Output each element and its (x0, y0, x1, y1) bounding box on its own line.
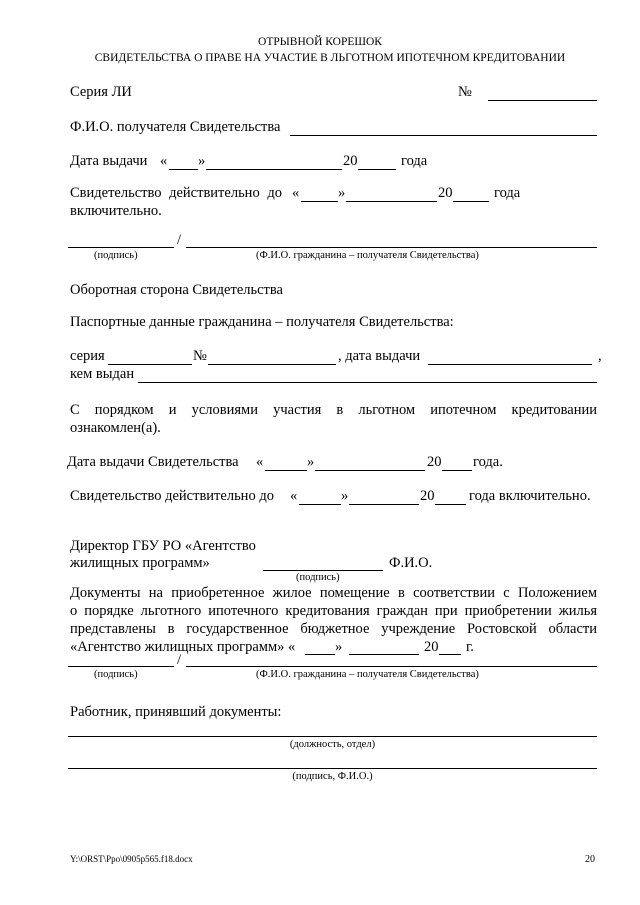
issue-month-line (206, 169, 342, 170)
cert-valid-quote-close: » (341, 488, 349, 504)
issue-quote-open: « (160, 153, 168, 169)
signature-slash-2: / (177, 652, 182, 668)
documents-year-prefix: 20 (424, 639, 439, 655)
page-number: 20 (585, 854, 595, 865)
passport-comma: , (598, 348, 602, 364)
documents-day-line (305, 654, 335, 655)
passport-data-label: Паспортные данные гражданина – получателя Свидетельства: (70, 314, 454, 330)
header-title-line1: ОТРЫВНОЙ КОРЕШОК (258, 36, 382, 48)
header-title-line2: СВИДЕТЕЛЬСТВА О ПРАВЕ НА УЧАСТИЕ В ЛЬГОТНОМ ИПОТЕЧНОМ КРЕДИТОВАНИИ (94, 52, 566, 64)
cert-valid-year-prefix: 20 (420, 488, 435, 504)
documents-year-line (439, 654, 461, 655)
valid-year-prefix: 20 (438, 185, 453, 201)
documents-line2: о порядке льготного ипотечного кредитования граждан при приобретении жилья (70, 603, 597, 619)
cert-valid-until-label: Свидетельство действительно до (70, 488, 274, 504)
cert-issue-year-prefix: 20 (427, 454, 442, 470)
signature-fio-caption: (подпись, Ф.И.О.) (292, 771, 373, 782)
director-title-line1: Директор ГБУ РО «Агентство (70, 538, 256, 554)
reverse-side-title: Оборотная сторона Свидетельства (70, 282, 283, 298)
cert-issue-day-line (265, 470, 307, 471)
cert-valid-quote-open: « (290, 488, 298, 504)
acknowledgement-line1: С порядком и условиями участия в льготном ипотечном кредитовании (70, 402, 597, 418)
position-line (68, 736, 597, 737)
signature-slash: / (177, 232, 182, 248)
citizen-fio-caption: (Ф.И.О. гражданина – получателя Свидетельства) (256, 250, 479, 261)
director-title-line2: жилищных программ» (70, 555, 210, 571)
cert-issue-quote-close: » (307, 454, 315, 470)
citizen-fio-caption-2: (Ф.И.О. гражданина – получателя Свидетельства) (256, 669, 479, 680)
signature-fio-line (68, 768, 597, 769)
documents-quote-close: » (335, 639, 343, 655)
documents-line1: Документы на приобретенное жилое помещение в соответствии с Положением (70, 585, 597, 601)
cert-valid-inclusive: года включительно. (469, 488, 591, 504)
passport-issue-date-label: , дата выдачи (338, 348, 421, 364)
cert-valid-year-line (435, 504, 466, 505)
number-field-line (488, 100, 597, 101)
valid-year-line (453, 201, 489, 202)
passport-series-line (108, 364, 192, 365)
cert-issue-date-label: Дата выдачи Свидетельства (67, 454, 239, 470)
worker-label: Работник, принявший документы: (70, 704, 282, 720)
cert-issue-year-word: года. (473, 454, 503, 470)
director-signature-caption: (подпись) (296, 572, 340, 583)
position-caption: (должность, отдел) (289, 739, 376, 750)
number-label: № (458, 84, 472, 100)
citizen-fio-line (186, 247, 597, 248)
issue-day-line (169, 169, 198, 170)
citizen-fio-line-2 (186, 666, 597, 667)
series-label: Серия ЛИ (70, 84, 132, 100)
documents-line3: представлены в государственное бюджетное учреждение Ростовской области (70, 621, 597, 637)
valid-day-line (301, 201, 338, 202)
inclusive-text: включительно. (70, 203, 162, 219)
signature-caption-2: (подпись) (94, 669, 138, 680)
issue-year-prefix: 20 (343, 153, 358, 169)
documents-line4: «Агентство жилищных программ» « (70, 639, 296, 655)
issue-date-label: Дата выдачи (70, 153, 148, 169)
passport-number-line (208, 364, 336, 365)
valid-quote-close: » (338, 185, 346, 201)
signature-caption: (подпись) (94, 250, 138, 261)
fio-field-line (290, 135, 597, 136)
cert-issue-year-line (442, 470, 472, 471)
footer-file-path: Y:\ORST\Ppo\0905p565.f18.docx (70, 854, 193, 864)
director-signature-line (263, 570, 383, 571)
valid-quote-open: « (292, 185, 300, 201)
cert-issue-quote-open: « (256, 454, 264, 470)
issued-by-label: кем выдан (70, 366, 135, 382)
cert-issue-month-line (315, 470, 425, 471)
passport-issue-date-line (428, 364, 592, 365)
cert-valid-month-line (349, 504, 419, 505)
director-fio: Ф.И.О. (389, 555, 433, 571)
cert-valid-day-line (299, 504, 341, 505)
acknowledgement-line2: ознакомлен(а). (70, 420, 161, 436)
passport-series-label: серия (70, 348, 105, 364)
issue-quote-close: » (198, 153, 206, 169)
signature-line (68, 247, 174, 248)
signature-line-2 (68, 666, 174, 667)
issued-by-line (138, 382, 597, 383)
documents-month-line (349, 654, 419, 655)
fio-label: Ф.И.О. получателя Свидетельства (70, 119, 281, 135)
issue-year-line (358, 169, 396, 170)
passport-number-sign: № (193, 348, 207, 364)
issue-year-word: года (401, 153, 428, 169)
documents-year-g: г. (466, 639, 474, 655)
valid-month-line (346, 201, 437, 202)
valid-year-word: года (494, 185, 521, 201)
valid-until-label: Свидетельство действительно до (70, 185, 282, 201)
